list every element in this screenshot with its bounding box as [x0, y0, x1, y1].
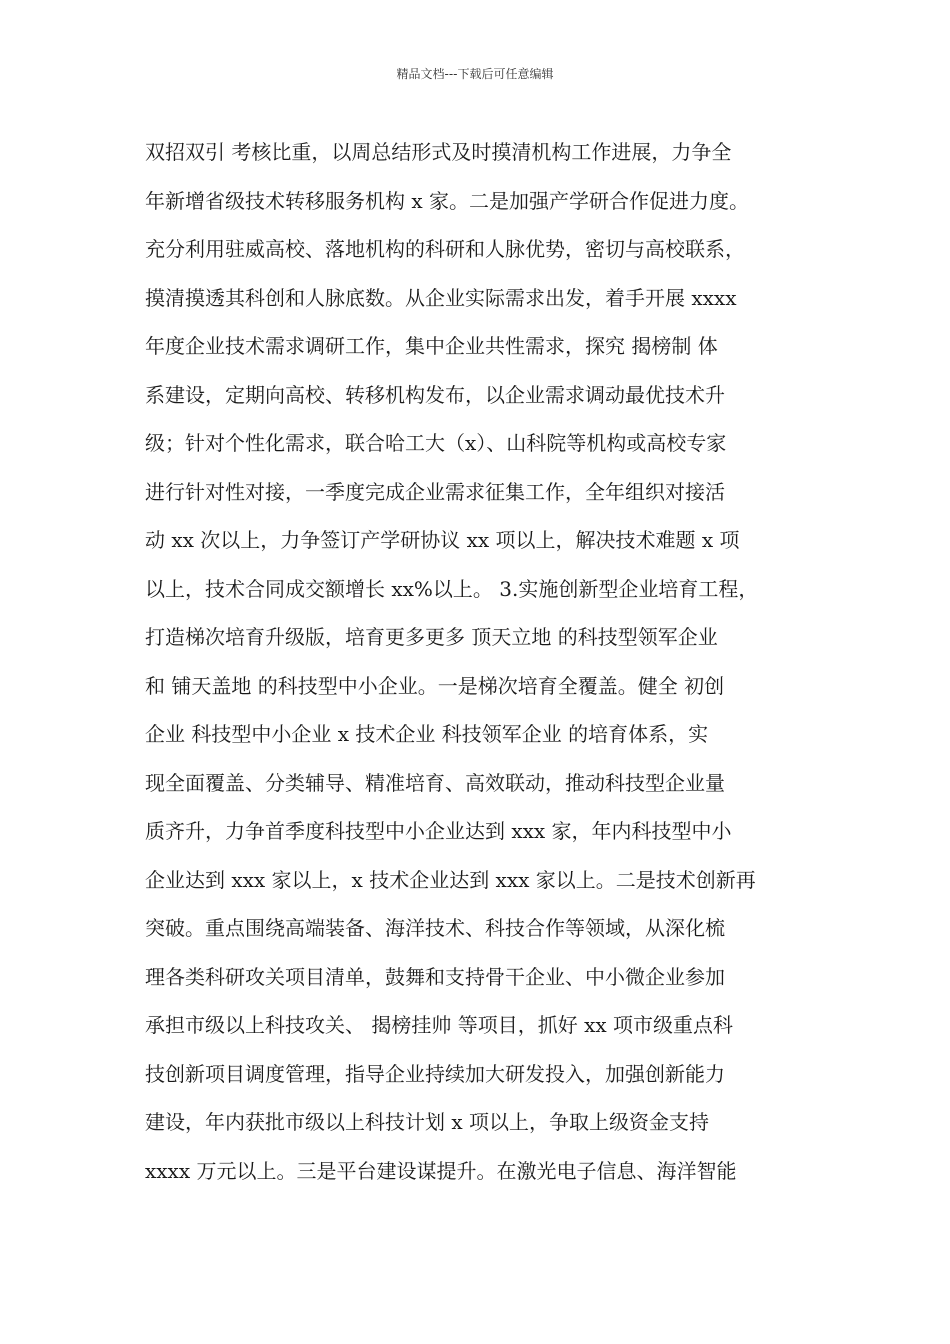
body-line: 年度企业技术需求调研工作，集中企业共性需求，探究 揭榜制 体 [145, 334, 718, 358]
body-line: 理各类科研攻关项目清单，鼓舞和支持骨干企业、中小微企业参加 [145, 964, 725, 989]
body-line: 打造梯次培育升级版，培育更多更多 顶天立地 的科技型领军企业 [145, 625, 718, 649]
body-line: 系建设，定期向高校、转移机构发布，以企业需求调动最优技术升 [145, 382, 725, 407]
body-line: 建设，年内获批市级以上科技计划 x 项以上，争取上级资金支持 [145, 1110, 709, 1134]
body-line: 企业达到 xxx 家以上，x 技术企业达到 xxx 家以上。二是技术创新再 [145, 867, 756, 892]
body-line: 年新增省级技术转移服务机构 x 家。二是加强产学研合作促进力度。 [145, 188, 749, 213]
body-line: 动 xx 次以上，力争签订产学研协议 xx 项以上，解决技术难题 x 项 [145, 528, 740, 552]
body-line: 摸清摸透其科创和人脉底数。从企业实际需求出发，着手开展 xxxx [145, 285, 737, 310]
body-line: 进行针对性对接，一季度完成企业需求征集工作，全年组织对接活 [145, 479, 725, 504]
body-line: 和 铺天盖地 的科技型中小企业。一是梯次培育全覆盖。健全 初创 [145, 673, 725, 698]
body-line: 现全面覆盖、分类辅导、精准培育、高效联动，推动科技型企业量 [145, 770, 725, 795]
body-line: 双招双引 考核比重，以周总结形式及时摸清机构工作进展，力争全 [145, 140, 732, 164]
body-line: 企业 科技型中小企业 x 技术企业 科技领军企业 的培育体系，实 [145, 722, 709, 746]
page-header: 精品文档---下载后可任意编辑 [396, 67, 554, 81]
body-line: 技创新项目调度管理，指导企业持续加大研发投入，加强创新能力 [145, 1061, 725, 1086]
document-body [145, 128, 825, 1195]
body-line: 突破。重点围绕高端装备、海洋技术、科技合作等领域，从深化梳 [145, 916, 725, 940]
body-line: 级；针对个性化需求，联合哈工大（x）、山科院等机构或高校专家 [145, 431, 727, 455]
body-line: 以上，技术合同成交额增长 xx%以上。 3.实施创新型企业培育工程， [145, 576, 759, 601]
body-line: 承担市级以上科技攻关、 揭榜挂帅 等项目，抓好 xx 项市级重点科 [145, 1013, 733, 1037]
body-line: 质齐升，力争首季度科技型中小企业达到 xxx 家，年内科技型中小 [145, 819, 732, 843]
body-line: 充分利用驻威高校、落地机构的科研和人脉优势，密切与高校联系， [145, 237, 745, 261]
body-line: xxxx 万元以上。三是平台建设谋提升。在激光电子信息、海洋智能 [145, 1158, 737, 1183]
